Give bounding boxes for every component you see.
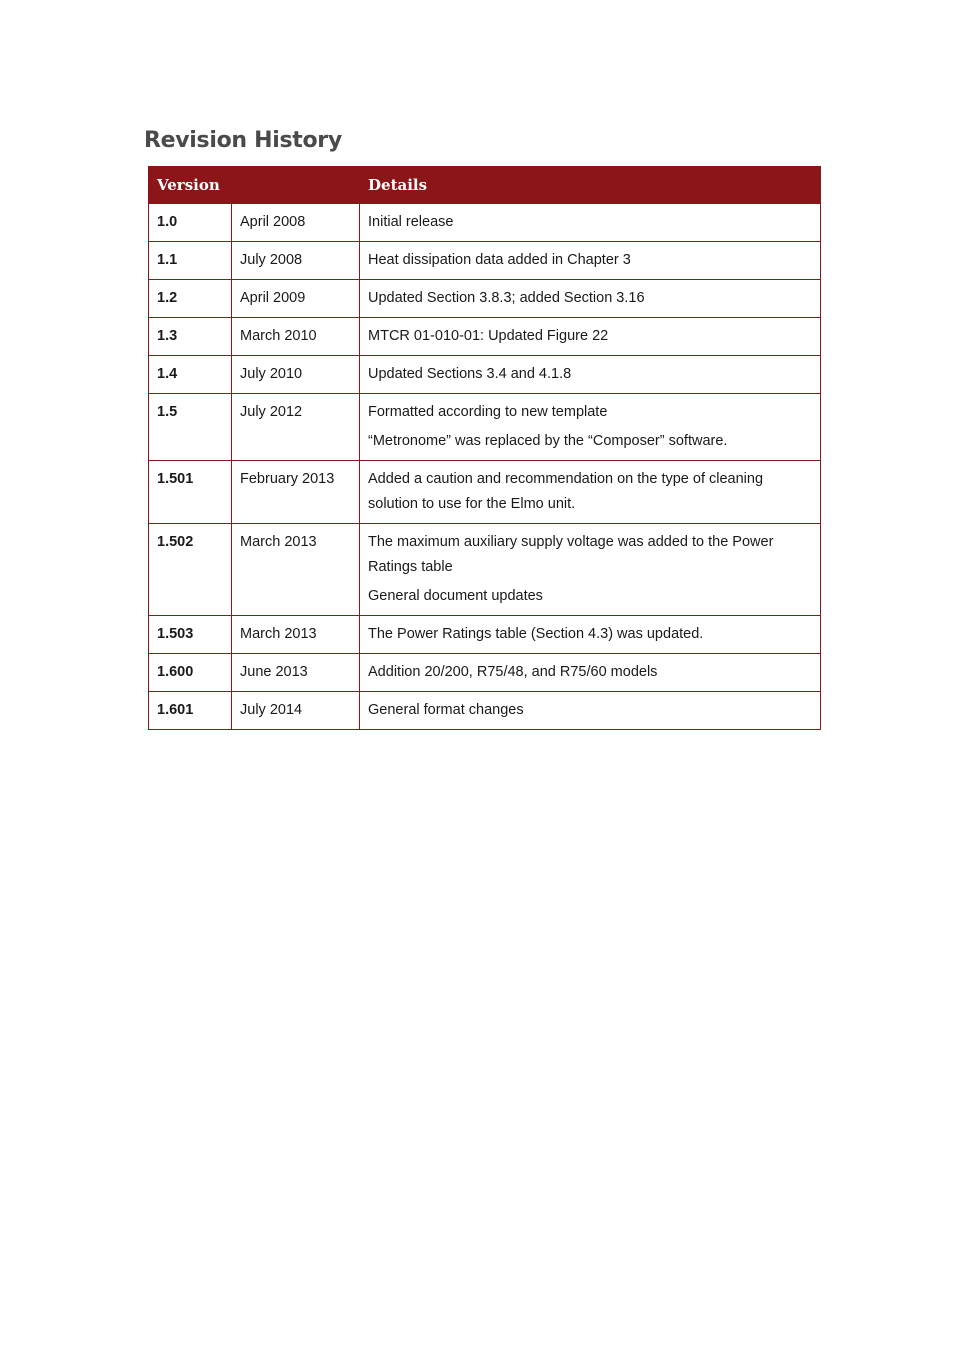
table-row [149, 204, 821, 242]
details-text: Updated Section 3.8.3; added Section 3.16 [368, 290, 645, 306]
version-cell: 1.0 [149, 204, 232, 242]
details-cell [360, 524, 821, 616]
date-cell: June 2013 [232, 654, 360, 692]
table-row [149, 616, 821, 654]
page-title: Revision History [144, 128, 342, 153]
version-cell: 1.600 [149, 654, 232, 692]
version-cell: 1.2 [149, 280, 232, 318]
version-cell: 1.503 [149, 616, 232, 654]
details-cell [360, 692, 821, 730]
version-cell: 1.4 [149, 356, 232, 394]
date-cell: July 2012 [232, 394, 360, 461]
date-cell: February 2013 [232, 461, 360, 524]
table-row [149, 242, 821, 280]
header-version: Version [149, 167, 360, 204]
table-row [149, 524, 821, 616]
date-cell: July 2008 [232, 242, 360, 280]
details-cell [360, 356, 821, 394]
version-cell: 1.3 [149, 318, 232, 356]
date-cell: July 2014 [232, 692, 360, 730]
version-cell: 1.502 [149, 524, 232, 616]
details-cell [360, 654, 821, 692]
details-text: MTCR 01-010-01: Updated Figure 22 [368, 328, 609, 344]
details-text: Formatted according to new template [368, 404, 608, 420]
details-text: “Metronome” was replaced by the “Composer” software. [368, 433, 728, 449]
details-text: General format changes [368, 702, 524, 718]
header-details: Details [360, 167, 821, 204]
date-cell: March 2013 [232, 524, 360, 616]
date-cell: April 2008 [232, 204, 360, 242]
details-text: General document updates [368, 588, 543, 604]
details-text: The maximum auxiliary supply voltage was added to the Power Ratings table [368, 534, 774, 575]
details-text: Added a caution and recommendation on the type of cleaning solution to use for the Elmo unit. [368, 471, 764, 512]
table-row [149, 318, 821, 356]
table-row [149, 394, 821, 461]
table-row [149, 692, 821, 730]
date-cell: March 2013 [232, 616, 360, 654]
table-row [149, 461, 821, 524]
details-cell [360, 394, 821, 461]
revision-history-table [148, 166, 821, 730]
details-cell [360, 318, 821, 356]
version-cell: 1.5 [149, 394, 232, 461]
table-row [149, 356, 821, 394]
details-cell [360, 242, 821, 280]
date-cell: April 2009 [232, 280, 360, 318]
version-cell: 1.501 [149, 461, 232, 524]
date-cell: March 2010 [232, 318, 360, 356]
details-text: The Power Ratings table (Section 4.3) was updated. [368, 626, 704, 642]
details-text: Addition 20/200, R75/48, and R75/60 models [368, 664, 658, 680]
version-cell: 1.601 [149, 692, 232, 730]
table-row [149, 654, 821, 692]
date-cell: July 2010 [232, 356, 360, 394]
details-cell [360, 461, 821, 524]
details-cell [360, 204, 821, 242]
version-cell: 1.1 [149, 242, 232, 280]
details-cell [360, 280, 821, 318]
details-text: Initial release [368, 214, 454, 230]
details-cell [360, 616, 821, 654]
table-row [149, 280, 821, 318]
details-text: Updated Sections 3.4 and 4.1.8 [368, 366, 572, 382]
table-header-row [149, 167, 821, 204]
details-text: Heat dissipation data added in Chapter 3 [368, 252, 631, 268]
